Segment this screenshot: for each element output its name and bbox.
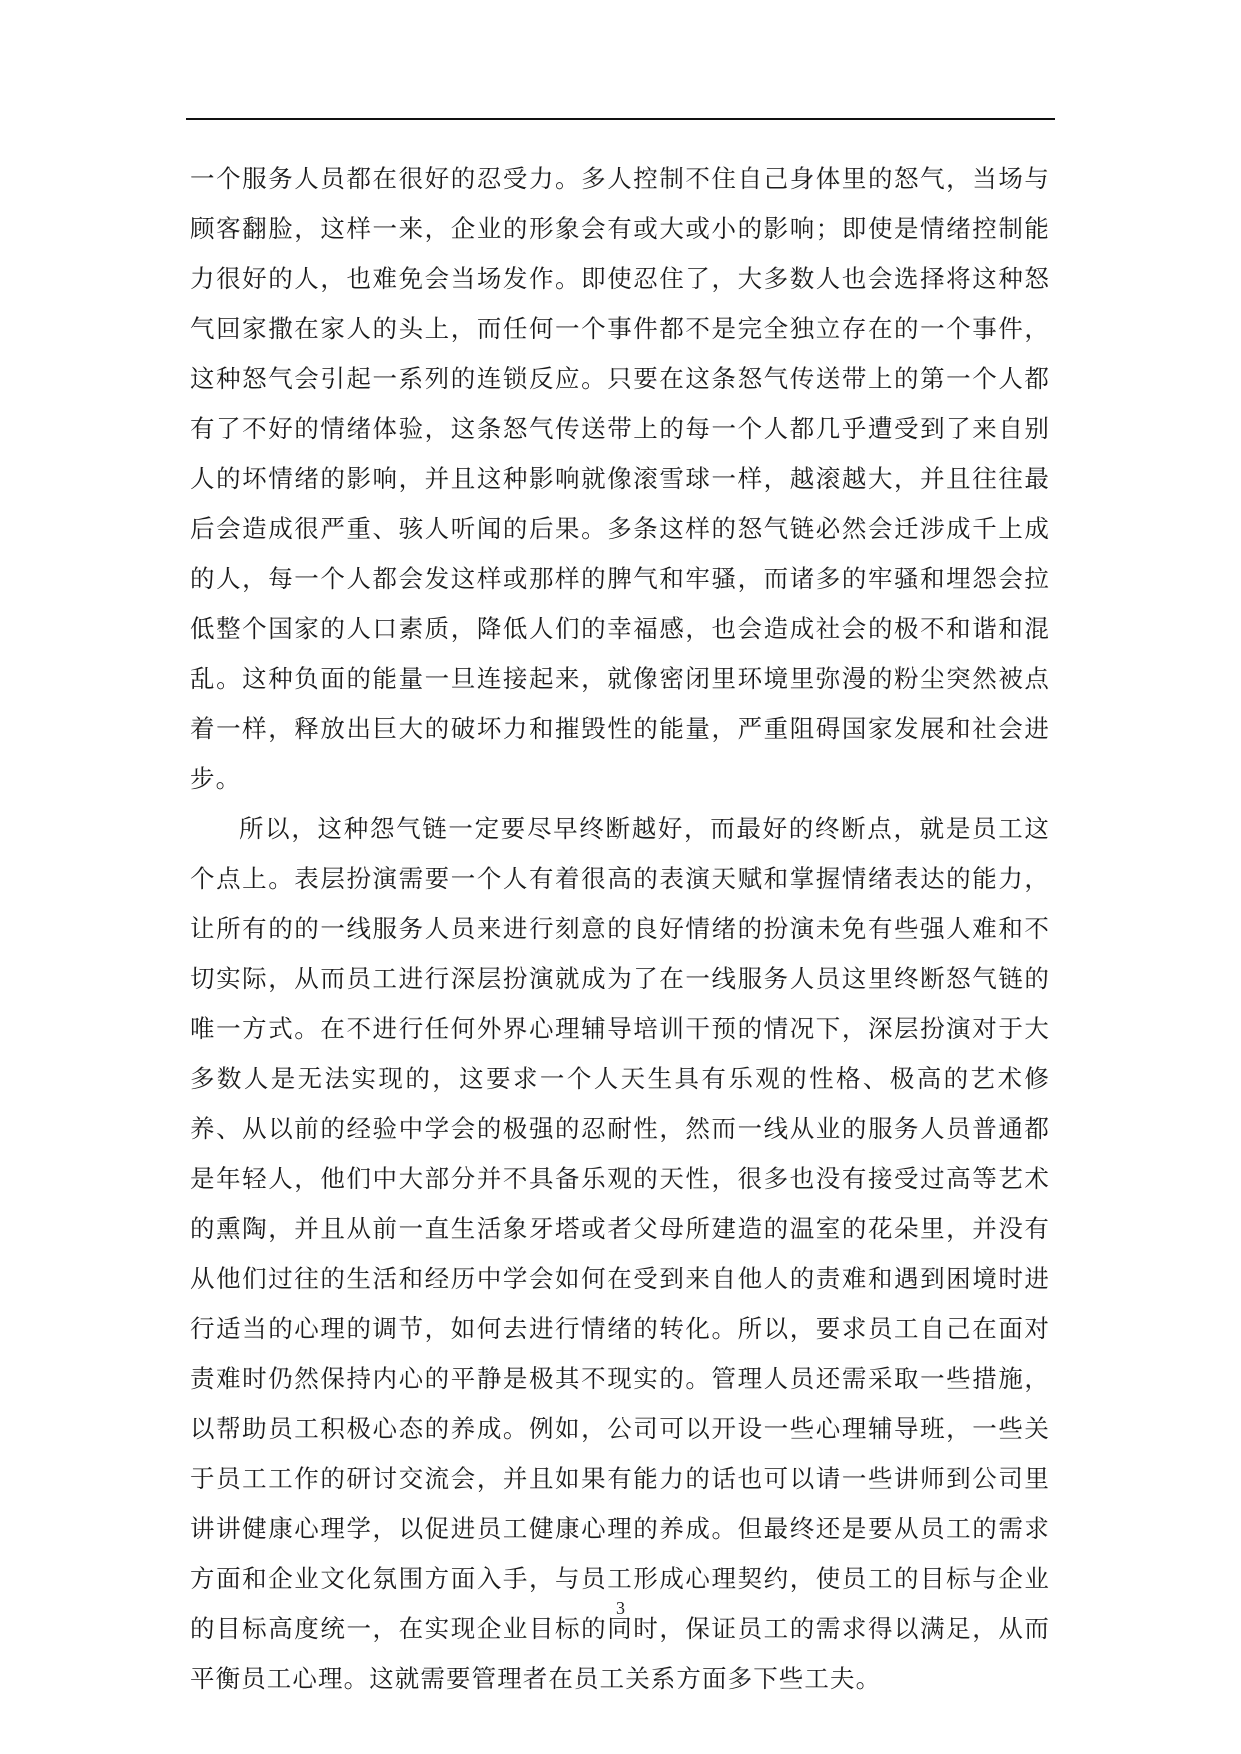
paragraph-second: 所以，这种怨气链一定要尽早终断越好，而最好的终断点，就是员工这个点上。表层扮演需要一个人有着很高的表演天赋和掌握情绪表达的能力，让所有的的一线服务人员来进行刻意的良好情绪的扮演未免有些强人难和不切实际，从而员工进行深层扮演就成为了在一线服务人员这里终断怒气链的唯一方式。在不进行任何外界心理辅导培训干预的情况下，深层扮演对于大多数人是无法实现的，这要求一个人天生具有乐观的性格、极高的艺术修养、从以前的经验中学会的极强的忍耐性，然而一线从业的服务人员普通都是年轻人，他们中大部分并不具备乐观的天性，很多也没有接受过高等艺术的熏陶，并且从前一直生活象牙塔或者父母所建造的温室的花朵里，并没有从他们过往的生活和经历中学会如何在受到来自他人的责难和遇到困境时进行适当的心理的调节，如何去进行情绪的转化。所以，要求员工自己在面对责难时仍然保持内心的平静是极其不现实的。管理人员还需采取一些措施，以帮助员工积极心态的养成。例如，公司可以开设一些心理辅导班，一些关于员工工作的研讨交流会，并且如果有能力的话也可以请一些讲师到公司里讲讲健康心理学，以促进员工健康心理的养成。但最终还是要从员工的需求方面和企业文化氛围方面入手，与员工形成心理契约，使员工的目标与企业的目标高度统一，在实现企业目标的同时，保证员工的需求得以满足，从而平衡员工心理。这就需要管理者在员工关系方面多下些工夫。 <box>190 814 1050 1693</box>
header-rule <box>186 118 1055 120</box>
page-body <box>190 154 1050 1704</box>
page-number: 3 <box>616 1598 625 1618</box>
paragraph-continued: 一个服务人员都在很好的忍受力。多人控制不住自己身体里的怒气，当场与顾客翻脸，这样一来，企业的形象会有或大或小的影响；即使是情绪控制能力很好的人，也难免会当场发作。即使忍住了，大多数人也会选择将这种怒气回家撒在家人的头上，而任何一个事件都不是完全独立存在的一个事件，这种怒气会引起一系列的连锁反应。只要在这条怒气传送带上的第一个人都有了不好的情绪体验，这条怒气传送带上的每一个人都几乎遭受到了来自别人的坏情绪的影响，并且这种影响就像滚雪球一样，越滚越大，并且往往最后会造成很严重、骇人听闻的后果。多条这样的怒气链必然会迁涉成千上成的人，每一个人都会发这样或那样的脾气和牢骚，而诸多的牢骚和埋怨会拉低整个国家的人口素质，降低人们的幸福感，也会造成社会的极不和谐和混乱。这种负面的能量一旦连接起来，就像密闭里环境里弥漫的粉尘突然被点着一样，释放出巨大的破坏力和摧毁性的能量，严重阻碍国家发展和社会进步。 <box>190 164 1050 793</box>
